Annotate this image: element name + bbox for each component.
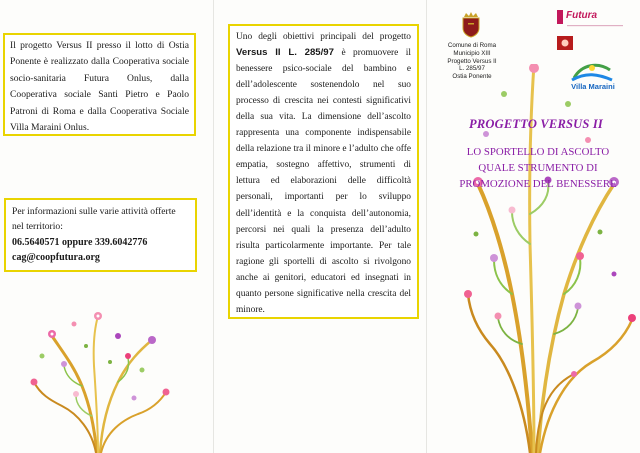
cover-subtitle xyxy=(446,144,630,192)
main-law: Versus II L. 285/97 xyxy=(236,47,334,59)
cooperativa-logo-icon xyxy=(557,36,573,50)
cover-subtitle-line: PROMOZIONE DEL BENESSERE xyxy=(459,178,617,190)
comune-line: Municipio XIII xyxy=(453,49,491,57)
comune-roma-block xyxy=(428,42,516,81)
fold-line-left xyxy=(213,0,214,453)
fold-line-right xyxy=(426,0,427,453)
cover-title: PROGETTO VERSUS II xyxy=(469,117,603,131)
info-intro-text: Per informazioni sulle varie attività offerte nel territorio: xyxy=(12,206,176,233)
info-phones: 06.5640571 oppure 339.6042776 xyxy=(12,236,148,248)
main-text-a: Uno degli obiettivi principali del progetto xyxy=(236,32,411,42)
villa-maraini-logo-text: Villa Maraini xyxy=(571,82,615,91)
comune-line: L. 285/97 xyxy=(459,65,485,73)
comune-roma-crest-icon xyxy=(460,12,482,38)
main-text-b: è promuovere il benessere psico-sociale del bambino e dell’adolescente sostenendolo nel suo processo di crescita nei contesti significativi della sua vita. La dimensione dell’ascolto rappresenta una componente indispensabile della relazione tra il minore e l’adulto che offe empatia, sostegno affettivo, strumenti di lettura ed elaborazioni delle difficoltà personali, importanti per lo sviluppo dell’identità e la conquista dell’autonomia, percorsi nei quali la presenza dell’adulto risulta particolarmente importante. Per tale ragione gli sportelli di ascolto si rivolgono anche ai genitori, educatori ed insegnati in quanto persone significative nella crescita del minore. xyxy=(236,48,411,315)
comune-line: Progetto Versus II xyxy=(447,57,497,65)
intro-text: Il progetto Versus II presso il lotto di Ostia Ponente è realizzato dalla Cooperativa sociale socio-sanitaria Futura Onlus, dalla Cooperativa sociale Santi Pietro e Paolo Patroni di Roma e dalla Cooperativa Sociale Villa Maraini Onlus. xyxy=(10,40,189,134)
cover-subtitle-line: LO SPORTELLO DI ASCOLTO xyxy=(466,146,610,158)
flower-tree-illustration-icon xyxy=(22,306,172,453)
comune-line: Ostia Ponente xyxy=(452,73,492,81)
futura-logo-text: Futura xyxy=(566,10,598,21)
comune-line: Comune di Roma xyxy=(447,42,497,49)
main-text-box xyxy=(228,24,419,319)
info-box xyxy=(4,198,197,272)
main-text xyxy=(236,29,411,318)
intro-box xyxy=(3,33,196,136)
info-email: cag@coopfutura.org xyxy=(12,252,100,264)
cover-subtitle-line: QUALE STRUMENTO DI xyxy=(478,162,598,174)
